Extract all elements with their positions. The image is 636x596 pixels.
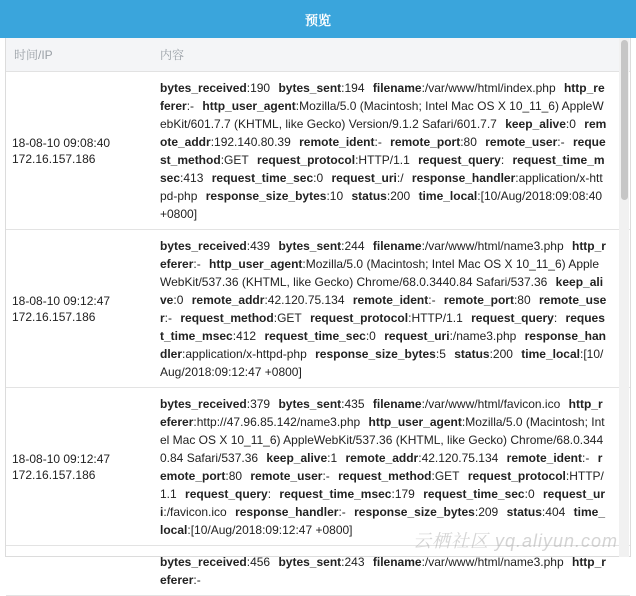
log-field-key: http_referer <box>160 397 603 429</box>
log-field-key: http_user_agent <box>368 415 462 429</box>
log-field: remote_port:80 <box>443 293 531 307</box>
log-field: status:200 <box>351 189 411 203</box>
log-field-key: remote_addr <box>191 293 265 307</box>
log-field-key: http_user_agent <box>209 257 303 271</box>
log-field-value: - <box>377 135 382 149</box>
log-field: request_query: <box>418 153 505 167</box>
log-field-value: Mozilla/5.0 (Macintosh; Intel Mac OS X 10_11_6) AppleWebKit/601.7.7 (KHTML, like Gecko) Version/9.1.2 Safari/601.7.7 <box>160 99 604 131</box>
log-field-value: Mozilla/5.0 (Macintosh; Intel Mac OS X 10_11_6) AppleWebKit/537.36 (KHTML, like Gecko) Chrome/68.0.3440.84 Safari/537.36 <box>160 257 600 289</box>
log-time: 18-08-10 09:12:47 <box>12 293 111 308</box>
log-field-key: remote_addr <box>345 451 419 465</box>
log-field: bytes_sent:244 <box>278 239 365 253</box>
log-content-cell <box>156 388 610 545</box>
log-field-key: keep_alive <box>266 451 328 465</box>
log-field: request_method:GET <box>160 135 606 167</box>
log-field: request_query: <box>471 311 558 325</box>
log-field: request_method:GET <box>338 469 460 483</box>
log-field-value: /favicon.ico <box>166 505 227 519</box>
log-field: request_time_msec:179 <box>279 487 415 501</box>
table-row[interactable] <box>6 72 630 230</box>
time-ip-cell <box>6 546 156 595</box>
log-field-key: request_time_msec <box>160 311 605 343</box>
log-field: status:404 <box>506 505 566 519</box>
log-field: request_uri:/ <box>331 171 404 185</box>
log-field-value: HTTP/1.1 <box>411 311 463 325</box>
log-field: request_method:GET <box>180 311 302 325</box>
table-row[interactable] <box>6 230 630 388</box>
log-field-value: - <box>325 469 330 483</box>
log-field-value: 404 <box>545 505 566 519</box>
log-field: bytes_sent:194 <box>278 81 365 95</box>
log-field-value: /var/www/html/index.php <box>424 81 556 95</box>
log-field-key: bytes_sent <box>278 81 342 95</box>
log-content-cell <box>156 72 610 229</box>
log-ip: 172.16.157.186 <box>12 309 96 324</box>
log-field-key: bytes_sent <box>278 397 342 411</box>
log-field-key: keep_alive <box>160 275 604 307</box>
log-field-value: 0 <box>176 293 184 307</box>
log-field: bytes_sent:243 <box>278 555 365 569</box>
log-field-value: GET <box>434 469 460 483</box>
log-field-key: response_handler <box>411 171 516 185</box>
log-field-value: HTTP/1.1 <box>160 469 604 501</box>
log-field: response_handler:- <box>235 505 346 519</box>
log-time: 18-08-10 09:12:47 <box>12 451 111 466</box>
column-header-time-ip: 时间/IP <box>14 48 53 62</box>
log-field-value: - <box>196 573 201 587</box>
log-field-value: /var/www/html/favicon.ico <box>424 397 561 411</box>
preview-title-bar <box>0 0 636 38</box>
log-field: remote_user:- <box>250 469 330 483</box>
log-field-key: response_size_bytes <box>205 189 327 203</box>
log-field: remote_addr:42.120.75.134 <box>345 451 499 465</box>
log-field-key: remote_user <box>250 469 323 483</box>
log-field-value: 1 <box>330 451 338 465</box>
log-field-value: - <box>431 293 436 307</box>
log-field-value: /var/www/html/name3.php <box>424 239 564 253</box>
log-field: time_local:[10/Aug/2018:09:12:47 +0800] <box>160 505 605 537</box>
log-field-key: request_uri <box>331 171 397 185</box>
log-field: request_protocol:HTTP/1.1 <box>160 469 604 501</box>
log-field-value: GET <box>224 153 249 167</box>
log-field: http_user_agent:Mozilla/5.0 (Macintosh; Intel Mac OS X 10_11_6) AppleWebKit/601.7.7 (KHTML, like Gecko) Version/9.1.2 Safari/601.7.7 <box>160 99 604 131</box>
log-field-value: 179 <box>394 487 415 501</box>
log-field: http_referer:- <box>160 81 605 113</box>
log-field-value: 5 <box>439 347 446 361</box>
log-field-value: 192.140.80.39 <box>214 135 291 149</box>
log-field-key: request_protocol <box>257 153 356 167</box>
log-field: status:200 <box>454 347 513 361</box>
log-field: request_time_sec:0 <box>264 329 376 343</box>
log-field-value: 200 <box>492 347 513 361</box>
log-field-key: request_method <box>180 311 274 325</box>
log-field-key: request_query <box>185 487 268 501</box>
log-field-value: 0 <box>369 329 376 343</box>
log-field-key: status <box>351 189 387 203</box>
log-field-value: /name3.php <box>452 329 517 343</box>
log-field-key: http_referer <box>160 81 605 113</box>
log-field-key: remote_port <box>443 293 514 307</box>
time-ip-cell <box>6 72 156 229</box>
time-ip-cell <box>6 230 156 387</box>
log-field-key: bytes_received <box>160 555 247 569</box>
log-field: request_time_msec:413 <box>160 153 605 185</box>
log-field-value: 243 <box>344 555 365 569</box>
log-field-value: 412 <box>236 329 257 343</box>
log-field-key: bytes_sent <box>278 555 342 569</box>
log-field-value: 80 <box>463 135 477 149</box>
watermark: 云栖社区 yq.aliyun.com <box>412 531 618 551</box>
log-field-key: bytes_received <box>160 81 247 95</box>
log-ip: 172.16.157.186 <box>12 467 96 482</box>
log-field-value: 435 <box>344 397 365 411</box>
log-field: filename:/var/www/html/name3.php <box>372 239 564 253</box>
scrollbar-thumb[interactable] <box>621 40 628 200</box>
log-field-key: status <box>454 347 490 361</box>
log-field: http_user_agent:Mozilla/5.0 (Macintosh; Intel Mac OS X 10_11_6) AppleWebKit/537.36 (KHTML, like Gecko) Chrome/68.0.3440.84 Safari/537.36 <box>160 415 605 465</box>
log-field: remote_ident:- <box>506 451 590 465</box>
log-field-value: 413 <box>183 171 204 185</box>
log-field: keep_alive:0 <box>505 117 576 131</box>
log-field-value: - <box>196 257 201 271</box>
log-field-key: remote_ident <box>352 293 429 307</box>
log-field-key: status <box>506 505 542 519</box>
log-field-value: 456 <box>250 555 271 569</box>
log-content-cell <box>156 230 610 387</box>
log-field-key: remote_port <box>390 135 461 149</box>
log-field-key: response_size_bytes <box>354 505 475 519</box>
log-field: remote_user:- <box>160 293 607 325</box>
log-field-value: - <box>585 451 590 465</box>
log-field: request_uri:/favicon.ico <box>160 487 605 519</box>
log-field: request_protocol:HTTP/1.1 <box>257 153 410 167</box>
log-field-key: http_user_agent <box>202 99 296 113</box>
log-field-key: remote_ident <box>506 451 583 465</box>
log-field-value: [10/Aug/2018:09:08:40 +0800] <box>160 189 603 221</box>
log-field-key: keep_alive <box>505 117 566 131</box>
column-header-content: 内容 <box>160 48 185 62</box>
table-row[interactable] <box>6 546 630 596</box>
log-field: filename:/var/www/html/favicon.ico <box>372 397 561 411</box>
log-field: filename:/var/www/html/index.php <box>372 81 556 95</box>
log-field: remote_user:- <box>485 135 565 149</box>
log-field-key: response_handler <box>160 329 607 361</box>
table-body[interactable] <box>6 72 630 596</box>
log-field: bytes_sent:435 <box>278 397 365 411</box>
log-field-key: request_query <box>471 311 554 325</box>
log-field: request_protocol:HTTP/1.1 <box>310 311 463 325</box>
log-table-panel <box>5 38 631 587</box>
log-field: bytes_received:379 <box>160 397 271 411</box>
log-field: bytes_received:190 <box>160 81 271 95</box>
log-field: request_time_msec:412 <box>160 311 605 343</box>
log-field-value: 10 <box>329 189 344 203</box>
log-field: bytes_received:456 <box>160 555 271 569</box>
log-field-value: [10/Aug/2018:09:12:47 +0800] <box>190 523 353 537</box>
log-field: http_referer:- <box>160 239 606 271</box>
log-field-key: remote_port <box>160 451 603 483</box>
log-field-value: 42.120.75.134 <box>267 293 345 307</box>
log-field-value: - <box>341 505 346 519</box>
log-field-value: - <box>168 311 173 325</box>
log-field-key: bytes_received <box>160 239 247 253</box>
log-field-value: GET <box>277 311 302 325</box>
log-field-value: 80 <box>517 293 531 307</box>
log-field-key: remote_user <box>160 293 607 325</box>
log-field: request_uri:/name3.php <box>384 329 517 343</box>
log-field-value: 0 <box>527 487 535 501</box>
log-field-key: request_time_sec <box>423 487 525 501</box>
log-field: remote_port:80 <box>390 135 477 149</box>
log-field-value: HTTP/1.1 <box>358 153 410 167</box>
log-field-key: remote_addr <box>160 117 607 149</box>
log-field-key: request_uri <box>160 487 605 519</box>
log-field: keep_alive:1 <box>266 451 338 465</box>
log-field: response_size_bytes:5 <box>315 347 446 361</box>
log-field-value: 194 <box>344 81 365 95</box>
log-field-key: request_time_sec <box>211 171 314 185</box>
log-field-key: request_uri <box>384 329 450 343</box>
log-field-value: application/x-httpd-php <box>160 171 603 203</box>
log-field-key: time_local <box>521 347 580 361</box>
log-field-key: request_query <box>418 153 501 167</box>
log-field-key: request_time_msec <box>279 487 392 501</box>
log-field-key: bytes_sent <box>278 239 342 253</box>
log-field: keep_alive:0 <box>160 275 604 307</box>
log-field-value: application/x-httpd-php <box>185 347 307 361</box>
log-field-value: 0 <box>569 117 576 131</box>
log-field-key: time_local <box>418 189 478 203</box>
log-field-key: request_protocol <box>310 311 409 325</box>
log-field-value: http://47.96.85.142/name3.php <box>196 415 361 429</box>
log-field-key: request_time_sec <box>264 329 366 343</box>
log-field-value: / <box>400 171 404 185</box>
window-title: 预览 <box>304 12 331 28</box>
log-field: remote_addr:42.120.75.134 <box>191 293 345 307</box>
log-field: filename:/var/www/html/name3.php <box>372 555 564 569</box>
log-field-value: 0 <box>316 171 324 185</box>
log-field-key: time_local <box>160 505 605 537</box>
log-field: response_size_bytes:209 <box>354 505 499 519</box>
log-field-value: 200 <box>390 189 411 203</box>
log-field-value: Mozilla/5.0 (Macintosh; Intel Mac OS X 10_11_6) AppleWebKit/537.36 (KHTML, like Gecko) Chrome/68.0.3440.84 Safari/537.36 <box>160 415 605 465</box>
log-field: response_size_bytes:10 <box>205 189 344 203</box>
log-field-key: remote_ident <box>299 135 375 149</box>
log-field-key: request_time_msec <box>160 153 605 185</box>
table-header <box>6 38 630 72</box>
log-field: time_local:[10/Aug/2018:09:08:40 +0800] <box>160 189 603 221</box>
log-field-value: /var/www/html/name3.php <box>424 555 564 569</box>
log-field-key: response_handler <box>235 505 339 519</box>
log-field-value: 439 <box>250 239 271 253</box>
log-field: request_time_sec:0 <box>211 171 324 185</box>
log-field: time_local:[10/Aug/2018:09:12:47 +0800] <box>160 347 604 379</box>
log-field-value: 190 <box>250 81 271 95</box>
log-field: response_handler:application/x-httpd-php <box>160 329 607 361</box>
log-field-key: filename <box>372 239 422 253</box>
log-field-key: bytes_received <box>160 397 247 411</box>
table-row[interactable] <box>6 388 630 546</box>
log-field-value: 80 <box>228 469 243 483</box>
log-field-value: - <box>190 99 195 113</box>
log-field: request_time_sec:0 <box>423 487 535 501</box>
log-field-value: 209 <box>478 505 499 519</box>
log-field-value: [10/Aug/2018:09:12:47 +0800] <box>160 347 604 379</box>
log-field-value: - <box>560 135 565 149</box>
log-field-key: response_size_bytes <box>315 347 436 361</box>
log-field-value: 379 <box>250 397 271 411</box>
log-field: http_referer:- <box>160 555 606 587</box>
log-field: remote_ident:- <box>299 135 382 149</box>
log-field: remote_ident:- <box>352 293 436 307</box>
log-field-key: filename <box>372 81 422 95</box>
time-ip-cell <box>6 388 156 545</box>
log-field-key: request_method <box>338 469 432 483</box>
log-field: http_referer:http://47.96.85.142/name3.php <box>160 397 603 429</box>
log-field: response_handler:application/x-httpd-php <box>160 171 603 203</box>
vertical-scrollbar[interactable] <box>619 38 629 557</box>
log-content-cell <box>156 546 610 595</box>
log-field: remote_port:80 <box>160 451 603 483</box>
log-field-key: http_referer <box>160 555 606 587</box>
log-field-value: 244 <box>344 239 365 253</box>
log-time: 18-08-10 09:08:40 <box>12 135 111 150</box>
log-field-value: 42.120.75.134 <box>421 451 499 465</box>
log-field: remote_addr:192.140.80.39 <box>160 117 607 149</box>
log-field-key: remote_user <box>485 135 558 149</box>
log-field-key: http_referer <box>160 239 606 271</box>
log-field: request_query: <box>185 487 272 501</box>
log-field: bytes_received:439 <box>160 239 271 253</box>
log-field-key: filename <box>372 397 422 411</box>
log-field-key: request_method <box>160 135 606 167</box>
log-field-key: filename <box>372 555 422 569</box>
log-field: http_user_agent:Mozilla/5.0 (Macintosh; Intel Mac OS X 10_11_6) AppleWebKit/537.36 (KHTML, like Gecko) Chrome/68.0.3440.84 Safari/537.36 <box>160 257 600 289</box>
log-ip: 172.16.157.186 <box>12 151 96 166</box>
log-field-key: request_protocol <box>467 469 566 483</box>
